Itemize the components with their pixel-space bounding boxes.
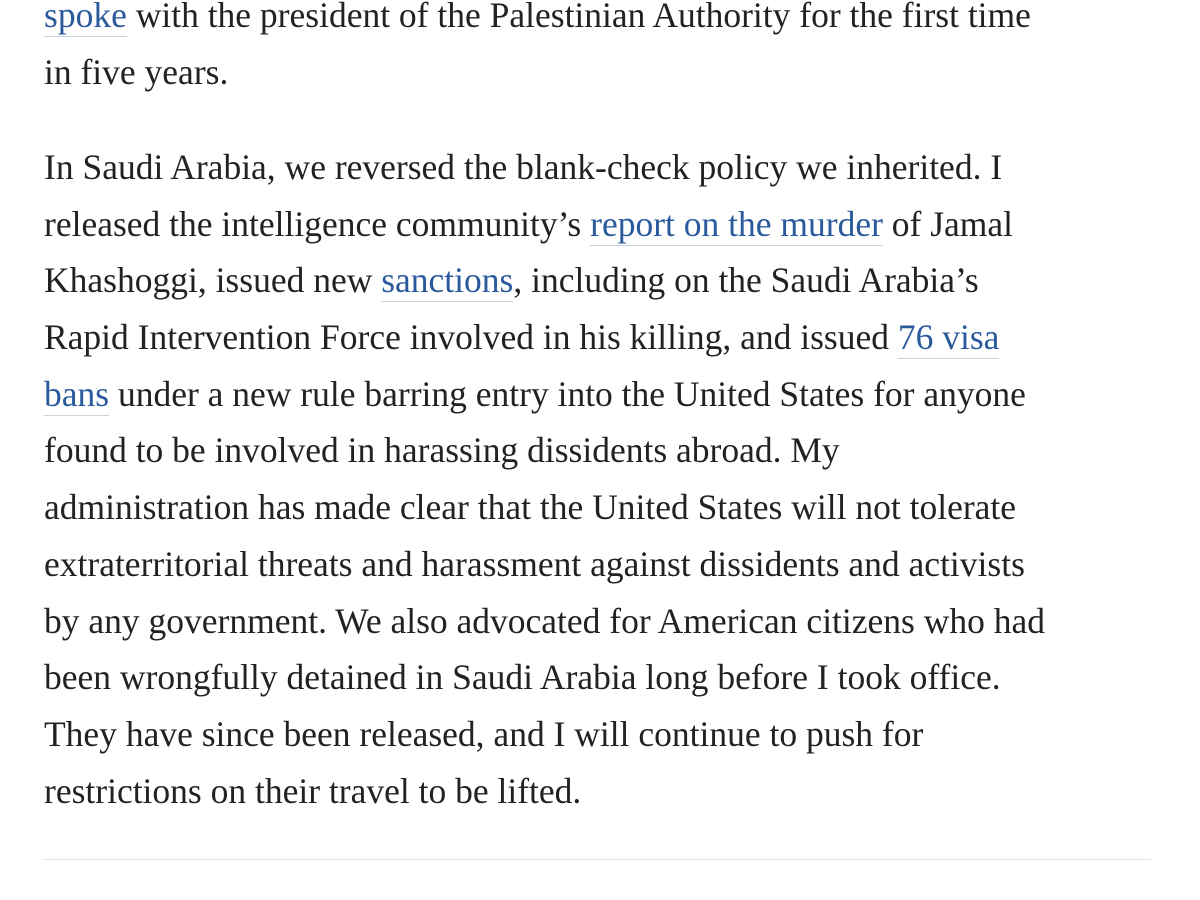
text-line: been wrongfully detained in Saudi Arabia long before I took office. — [44, 657, 1001, 698]
link-report-on-the-murder[interactable]: report on the murder — [590, 203, 883, 244]
text-segment: of Jamal — [882, 203, 1014, 244]
link-76-visa-bans-part1[interactable]: 76 visa — [897, 317, 1000, 358]
text-segment: Rapid Intervention Force involved in his killing, and issued — [44, 317, 898, 358]
text-line: restrictions on their travel to be lifted. — [44, 770, 582, 811]
text-line: in five years. — [44, 51, 229, 92]
section-divider — [44, 859, 1151, 860]
text-segment: Khashoggi, issued new — [44, 260, 382, 301]
text-line — [44, 252, 1045, 309]
text-line: by any government. We also advocated for American citizens who had — [44, 600, 1046, 641]
link-sanctions[interactable]: sanctions — [381, 260, 514, 301]
text-line: In Saudi Arabia, we reversed the blank-check policy we inherited. I — [44, 147, 1003, 187]
paragraph-palestinian-authority — [44, 0, 1031, 100]
link-spoke[interactable]: spoke — [44, 0, 127, 37]
text-line — [44, 309, 1045, 366]
text-line: administration has made clear that the United States will not tolerate — [44, 487, 1017, 528]
text-segment: , including on the Saudi Arabia’s — [513, 260, 979, 301]
text-line — [44, 366, 1045, 423]
text-line — [44, 0, 1031, 44]
link-76-visa-bans-part2[interactable]: bans — [44, 373, 110, 414]
text-line — [44, 196, 1045, 253]
text-segment: with the president of the Palestinian Authority for the first time — [126, 0, 1031, 35]
text-line: extraterritorial threats and harassment against dissidents and activists — [44, 543, 1025, 584]
text-segment: released the intelligence community’s — [44, 203, 591, 244]
text-segment: under a new rule barring entry into the United States for anyone — [109, 373, 1026, 414]
text-line: found to be involved in harassing dissidents abroad. My — [44, 430, 840, 471]
text-line: They have since been released, and I will continue to push for — [44, 713, 924, 754]
paragraph-saudi-arabia — [44, 139, 1045, 819]
